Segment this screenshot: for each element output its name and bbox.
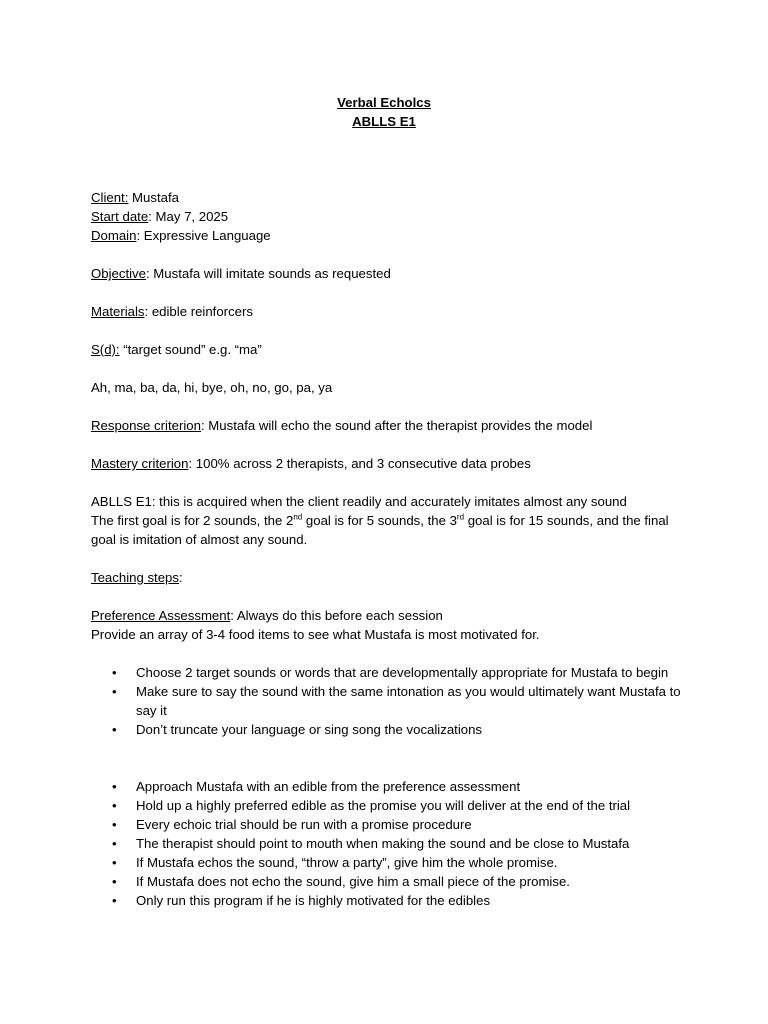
- goals-text-b: goal is for 5 sounds, the 3: [302, 513, 457, 528]
- response-line: [91, 416, 691, 435]
- document-title: [0, 93, 768, 131]
- materials-label: Materials: [91, 304, 145, 319]
- response-value: : Mustafa will echo the sound after the therapist provides the model: [200, 418, 593, 433]
- list-item: • Only run this program if he is highly motivated for the edibles: [91, 891, 691, 910]
- goals-text-c: goal is for 15 sounds, and the final goal is imitation of almost any sound.: [91, 513, 669, 547]
- sd-label: S(d):: [91, 342, 120, 357]
- title-line-1: Verbal Echolcs: [337, 95, 431, 110]
- list-item: • Don’t truncate your language or sing song the vocalizations: [91, 720, 691, 739]
- mastery-value: : 100% across 2 therapists, and 3 consecutive data probes: [188, 456, 531, 471]
- materials-line: [91, 302, 691, 321]
- list-item: • If Mustafa echos the sound, “throw a party”, give him the whole promise.: [91, 853, 691, 872]
- preference-line: [91, 606, 691, 625]
- domain-line: [91, 226, 691, 245]
- preference-detail: Provide an array of 3-4 food items to see what Mustafa is most motivated for.: [91, 627, 540, 642]
- sup-rd: rd: [456, 512, 465, 522]
- title-line-2: ABLLS E1: [352, 114, 416, 129]
- sd-value: “target sound” e.g. “ma”: [119, 342, 262, 357]
- list-item: • The therapist should point to mouth when making the sound and be close to Mustafa: [91, 834, 691, 853]
- objective-line: [91, 264, 691, 283]
- ablls-line: ABLLS E1: this is acquired when the client readily and accurately imitates almost any sound: [91, 494, 627, 509]
- bullet-list-1: [91, 663, 691, 739]
- start-date-value: : May 7, 2025: [148, 209, 229, 224]
- sup-nd: nd: [293, 512, 303, 522]
- list-item: • Choose 2 target sounds or words that are developmentally appropriate for Mustafa to begin: [91, 663, 691, 682]
- materials-value: : edible reinforcers: [144, 304, 253, 319]
- list-item: • Make sure to say the sound with the same intonation as you would ultimately want Mustafa to say it: [91, 682, 691, 720]
- document-body: [91, 188, 691, 910]
- domain-value: : Expressive Language: [136, 228, 271, 243]
- sounds-line: Ah, ma, ba, da, hi, bye, oh, no, go, pa, ya: [91, 380, 333, 395]
- list-item: • If Mustafa does not echo the sound, give him a small piece of the promise.: [91, 872, 691, 891]
- response-label: Response criterion: [91, 418, 201, 433]
- start-date-line: [91, 207, 691, 226]
- sd-line: [91, 340, 691, 359]
- goals-text-a: The first goal is for 2 sounds, the 2: [91, 513, 294, 528]
- objective-value: : Mustafa will imitate sounds as requested: [145, 266, 391, 281]
- client-line: [91, 188, 691, 207]
- mastery-label: Mastery criterion: [91, 456, 189, 471]
- bullet-list-2: [91, 777, 691, 910]
- preference-label: Preference Assessment: [91, 608, 231, 623]
- teaching-steps-line: [91, 568, 691, 587]
- objective-label: Objective: [91, 266, 146, 281]
- teaching-steps-label: Teaching steps: [91, 570, 179, 585]
- list-item: • Every echoic trial should be run with a promise procedure: [91, 815, 691, 834]
- list-item: • Approach Mustafa with an edible from the preference assessment: [91, 777, 691, 796]
- client-label: Client:: [91, 190, 129, 205]
- teaching-steps-colon: :: [178, 570, 183, 585]
- client-value: Mustafa: [128, 190, 179, 205]
- mastery-line: [91, 454, 691, 473]
- start-date-label: Start date: [91, 209, 149, 224]
- goals-paragraph: [91, 511, 691, 549]
- domain-label: Domain: [91, 228, 137, 243]
- list-item: • Hold up a highly preferred edible as the promise you will deliver at the end of the trial: [91, 796, 691, 815]
- preference-value: : Always do this before each session: [230, 608, 443, 623]
